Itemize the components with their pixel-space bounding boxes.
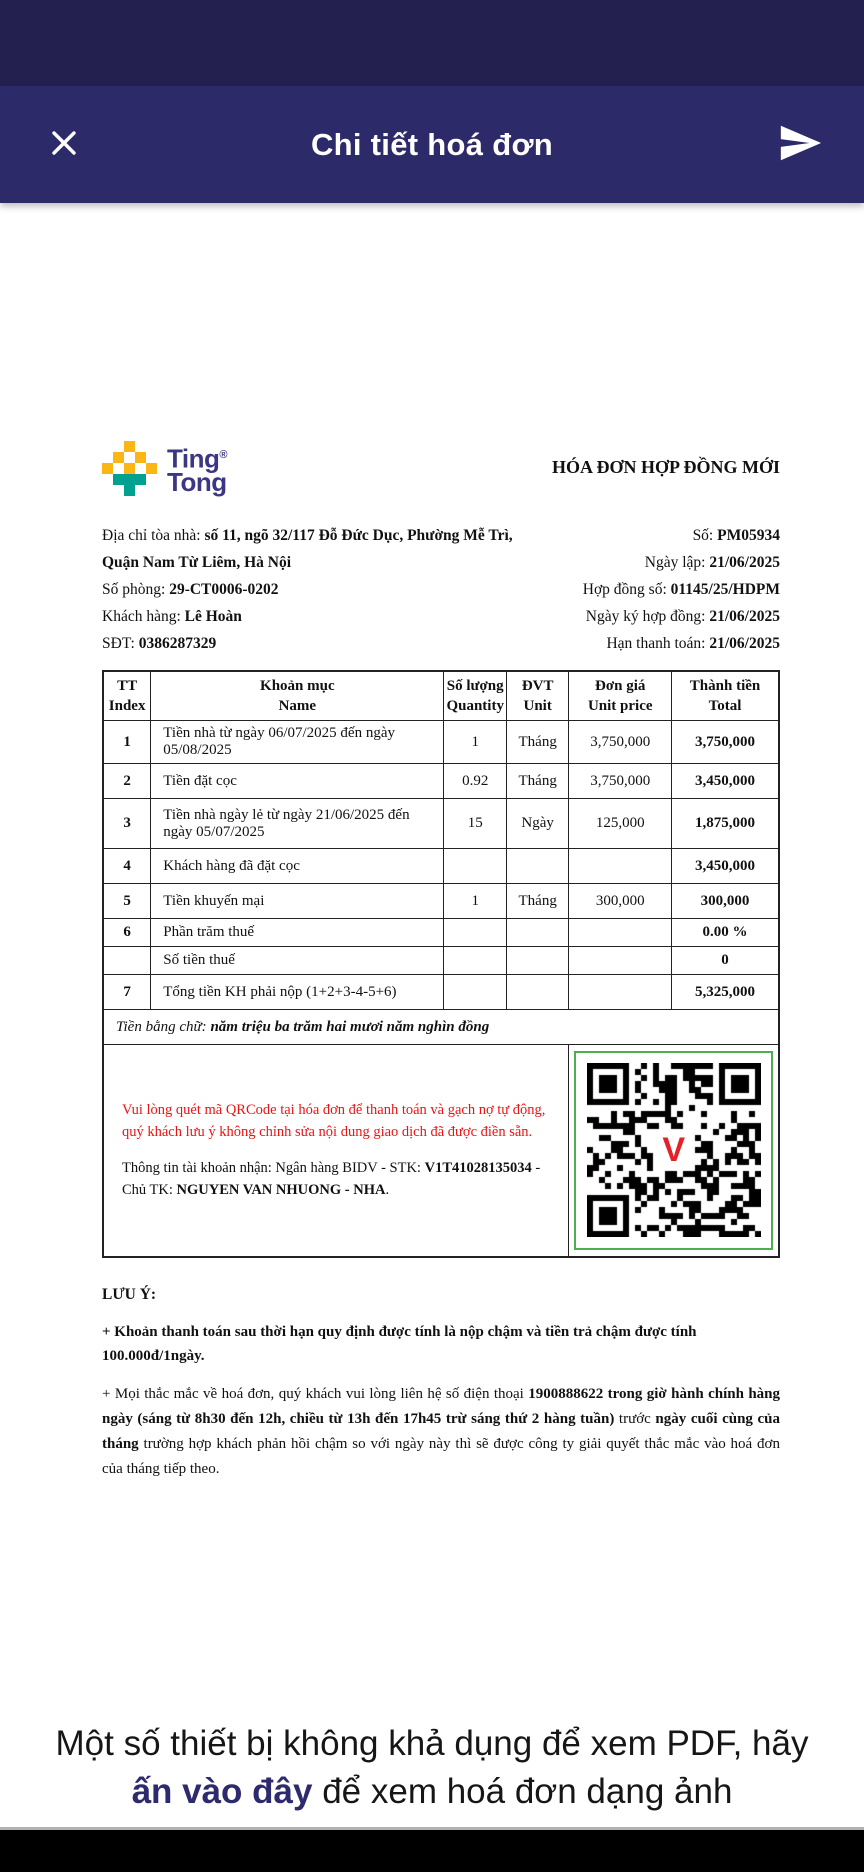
col-quantity: Số lượng Quantity — [444, 671, 507, 721]
table-row — [103, 721, 779, 764]
col-total: Thành tiền Total — [672, 671, 779, 721]
cell-price: 300,000 — [569, 884, 672, 919]
cell-total: 3,450,000 — [672, 764, 779, 799]
cell-idx: 4 — [103, 849, 151, 884]
table-row — [103, 849, 779, 884]
cell-qty — [444, 947, 507, 975]
room-value: 29-CT0006-0202 — [169, 581, 279, 598]
cell-name: Tiền khuyến mại — [151, 884, 444, 919]
tingtong-logo-icon — [102, 441, 157, 496]
system-navigation-bar[interactable] — [0, 1827, 864, 1872]
phone-value: 0386287329 — [138, 635, 217, 652]
table-row — [103, 947, 779, 975]
pdf-fallback-note: Một số thiết bị không khả dụng để xem PDF, hãy ấn vào đây để xem hoá đơn dạng ảnh — [55, 1723, 809, 1811]
invoice-info-left — [102, 522, 522, 657]
cell-idx: 7 — [103, 975, 151, 1010]
cell-unit — [506, 947, 568, 975]
cell-idx: 1 — [103, 721, 151, 764]
table-row — [103, 764, 779, 799]
status-bar — [0, 0, 864, 86]
receiver-account-info: Thông tin tài khoản nhận: Ngân hàng BIDV - STK: V1T41028135034 - Chủ TK: NGUYEN VAN NHUONG - NHA. — [122, 1160, 541, 1199]
close-icon — [47, 126, 81, 163]
table-row — [103, 975, 779, 1010]
cell-name: Tiền đặt cọc — [151, 764, 444, 799]
cell-name: Phần trăm thuế — [151, 919, 444, 947]
cell-idx: 5 — [103, 884, 151, 919]
vietqr-logo-icon: V — [662, 1131, 686, 1170]
customer-label: Khách hàng: — [102, 608, 185, 625]
payment-qr-code — [574, 1051, 773, 1250]
cell-idx: 3 — [103, 799, 151, 849]
cell-qty — [444, 919, 507, 947]
cell-total: 0.00 % — [672, 919, 779, 947]
cell-unit — [506, 975, 568, 1010]
invoice-info — [102, 522, 780, 657]
cell-unit: Ngày — [506, 799, 568, 849]
cell-price: 125,000 — [569, 799, 672, 849]
cell-total: 1,875,000 — [672, 799, 779, 849]
cell-unit: Tháng — [506, 884, 568, 919]
qr-row — [103, 1045, 779, 1257]
cell-idx: 2 — [103, 764, 151, 799]
cell-total: 0 — [672, 947, 779, 975]
col-unit: ĐVT Unit — [506, 671, 568, 721]
document-title: HÓA ĐƠN HỢP ĐỒNG MỚI — [551, 457, 780, 477]
cell-idx — [103, 947, 151, 975]
cell-total: 3,750,000 — [672, 721, 779, 764]
cell-total: 300,000 — [672, 884, 779, 919]
cell-qty: 0.92 — [444, 764, 507, 799]
contract-number: Hợp đồng số: 01145/25/HDPM — [582, 581, 780, 598]
cell-idx: 6 — [103, 919, 151, 947]
issue-date: Ngày lập: 21/06/2025 — [644, 554, 780, 571]
send-button[interactable] — [772, 117, 828, 173]
close-button[interactable] — [36, 117, 92, 173]
phone-label: SĐT: — [102, 635, 139, 652]
send-icon — [777, 120, 823, 169]
cell-name: Khách hàng đã đặt cọc — [151, 849, 444, 884]
cell-price — [569, 849, 672, 884]
cell-qty — [444, 975, 507, 1010]
col-name: Khoản mục Name — [151, 671, 444, 721]
table-row — [103, 884, 779, 919]
account-number: V1T41028135034 — [424, 1160, 532, 1177]
view-image-link[interactable]: ấn vào đây — [131, 1771, 313, 1811]
late-payment-note: + Khoản thanh toán sau thời hạn quy định được tính là nộp chậm và tiền trả chậm được tính 100.000đ/1ngày. — [102, 1323, 697, 1364]
cell-unit: Tháng — [506, 764, 568, 799]
table-row — [103, 919, 779, 947]
cell-unit — [506, 849, 568, 884]
cell-total: 3,450,000 — [672, 849, 779, 884]
col-unit-price: Đơn giá Unit price — [569, 671, 672, 721]
customer-value: Lê Hoàn — [184, 608, 242, 625]
cell-name: Tiền nhà từ ngày 06/07/2025 đến ngày 05/08/2025 — [151, 721, 444, 764]
invoice-header — [102, 441, 780, 496]
tingtong-logo — [102, 441, 227, 496]
cell-name: Số tiền thuế — [151, 947, 444, 975]
address-label: Địa chỉ tòa nhà: — [102, 527, 205, 544]
invoice-number: Số: PM05934 — [692, 527, 780, 544]
room-label: Số phòng: — [102, 581, 170, 598]
table-header-row — [103, 671, 779, 721]
col-index: TT Index — [103, 671, 151, 721]
address-value: số 11, ngõ 32/117 Đỗ Đức Dục, Phường Mễ Trì, Quận Nam Từ Liêm, Hà Nội — [102, 527, 513, 571]
cell-unit — [506, 919, 568, 947]
contract-sign-date: Ngày ký hợp đồng: 21/06/2025 — [585, 608, 780, 625]
account-holder: NGUYEN VAN NHUONG - NHA — [176, 1182, 386, 1199]
cell-total: 5,325,000 — [672, 975, 779, 1010]
cell-name: Tiền nhà ngày lẻ từ ngày 21/06/2025 đến ngày 05/07/2025 — [151, 799, 444, 849]
cell-name: Tổng tiền KH phải nộp (1+2+3-4-5+6) — [151, 975, 444, 1010]
invoice-document — [102, 441, 780, 1482]
notes-title: LƯU Ý: — [102, 1285, 157, 1303]
amount-in-words-value: năm triệu ba trăm hai mươi năm nghìn đồng — [210, 1018, 490, 1035]
cell-unit: Tháng — [506, 721, 568, 764]
cell-qty: 15 — [444, 799, 507, 849]
amount-in-words-row — [103, 1010, 779, 1045]
app-bar — [0, 86, 864, 203]
tingtong-logo-text: Ting® Tong — [167, 443, 228, 498]
hotline-note: + Mọi thắc mắc về hoá đơn, quý khách vui lòng liên hệ số điện thoại 1900888622 trong giờ hành chính hàng ngày (sáng từ 8h30 đến 12h, chiều từ 13h đến 17h45 trừ sáng thứ 2 hàng tuần) trước ngày cuối cùng của tháng trường hợp khách phản hồi chậm so với ngày này thì sẽ được công ty giải quyết thắc mắc vào hoá đơn của tháng tiếp theo. — [102, 1385, 781, 1477]
cell-price: 3,750,000 — [569, 764, 672, 799]
cell-price — [569, 919, 672, 947]
invoice-table — [102, 670, 780, 1258]
cell-qty — [444, 849, 507, 884]
page-title: Chi tiết hoá đơn — [310, 126, 554, 162]
cell-qty: 1 — [444, 721, 507, 764]
payment-due-date: Hạn thanh toán: 21/06/2025 — [606, 635, 780, 652]
amount-in-words-label: Tiền bằng chữ: — [116, 1018, 211, 1035]
qr-warning-text: Vui lòng quét mã QRCode tại hóa đơn để thanh toán và gạch nợ tự động, quý khách lưu ý không chỉnh sửa nội dung giao dịch đã được điền sẵn. — [122, 1102, 546, 1141]
invoice-notes — [102, 1286, 780, 1482]
cell-price: 3,750,000 — [569, 721, 672, 764]
table-row — [103, 799, 779, 849]
cell-price — [569, 947, 672, 975]
cell-qty: 1 — [444, 884, 507, 919]
invoice-info-right — [522, 522, 780, 657]
cell-price — [569, 975, 672, 1010]
